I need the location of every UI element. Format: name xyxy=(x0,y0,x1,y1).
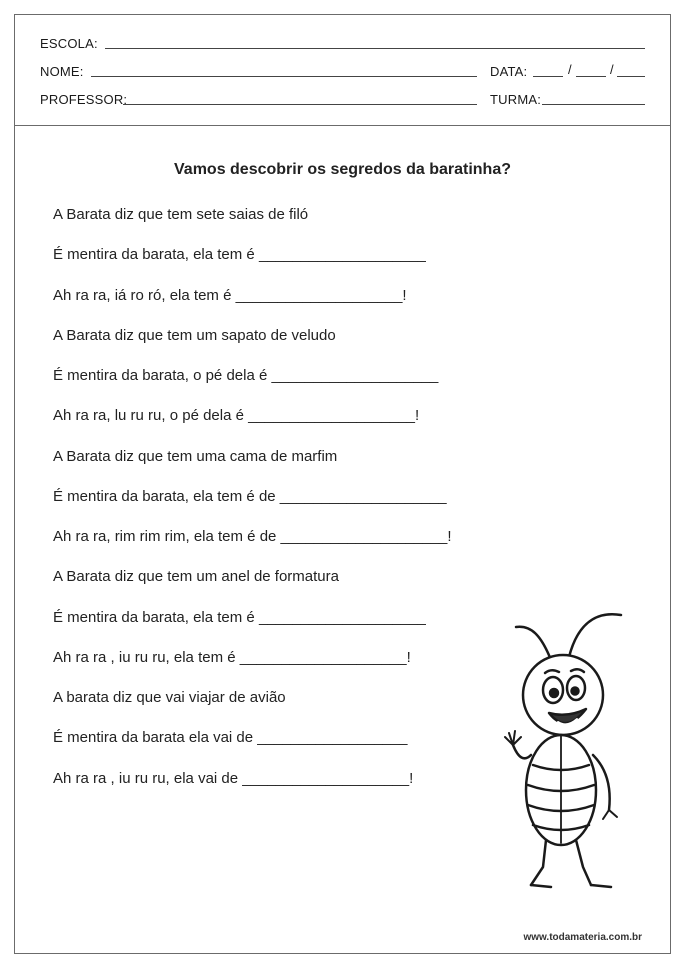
date-year-field[interactable] xyxy=(617,76,645,77)
date-day-field[interactable] xyxy=(533,76,563,77)
class-field[interactable] xyxy=(542,104,645,105)
school-label: ESCOLA: xyxy=(40,36,98,51)
name-label: NOME: xyxy=(40,64,84,79)
worksheet-title: Vamos descobrir os segredos da baratinha? xyxy=(174,161,511,178)
cockroach-illustration xyxy=(491,605,631,895)
verse-line: A Barata diz que tem sete saias de filó xyxy=(53,206,309,223)
verse-line: A barata diz que vai viajar de avião xyxy=(53,689,286,706)
verse-line: A Barata diz que tem um sapato de veludo xyxy=(53,327,336,344)
verse-line: A Barata diz que tem um anel de formatura xyxy=(53,568,339,585)
date-month-field[interactable] xyxy=(576,76,606,77)
date-label: DATA: xyxy=(490,64,528,79)
verse-line: É mentira da barata, ela tem é ____________________ xyxy=(53,246,426,263)
class-label: TURMA: xyxy=(490,92,542,107)
header-form xyxy=(15,15,670,126)
worksheet xyxy=(14,14,671,954)
date-separator: / xyxy=(610,62,614,77)
verse-line: É mentira da barata, o pé dela é ____________________ xyxy=(53,367,439,384)
date-separator: / xyxy=(568,62,572,77)
school-field[interactable] xyxy=(105,48,645,49)
verse-line: É mentira da barata, ela tem é ____________________ xyxy=(53,609,426,626)
verse-line: Ah ra ra, iá ro ró, ela tem é ____________________! xyxy=(53,287,407,304)
verse-line: É mentira da barata, ela tem é de ____________________ xyxy=(53,488,447,505)
footer-url[interactable]: www.todamateria.com.br xyxy=(523,932,642,943)
verse-line: Ah ra ra, lu ru ru, o pé dela é ____________________! xyxy=(53,407,420,424)
verse-line: É mentira da barata ela vai de __________________ xyxy=(53,729,408,746)
name-field[interactable] xyxy=(91,76,477,77)
teacher-label: PROFESSOR: xyxy=(40,92,128,107)
verse-line: Ah ra ra , iu ru ru, ela vai de ____________________! xyxy=(53,770,414,787)
verse-line: A Barata diz que tem uma cama de marfim xyxy=(53,448,338,465)
teacher-field[interactable] xyxy=(123,104,477,105)
verse-line: Ah ra ra , iu ru ru, ela tem é ____________________! xyxy=(53,649,411,666)
verse-line: Ah ra ra, rim rim rim, ela tem é de ____________________! xyxy=(53,528,452,545)
